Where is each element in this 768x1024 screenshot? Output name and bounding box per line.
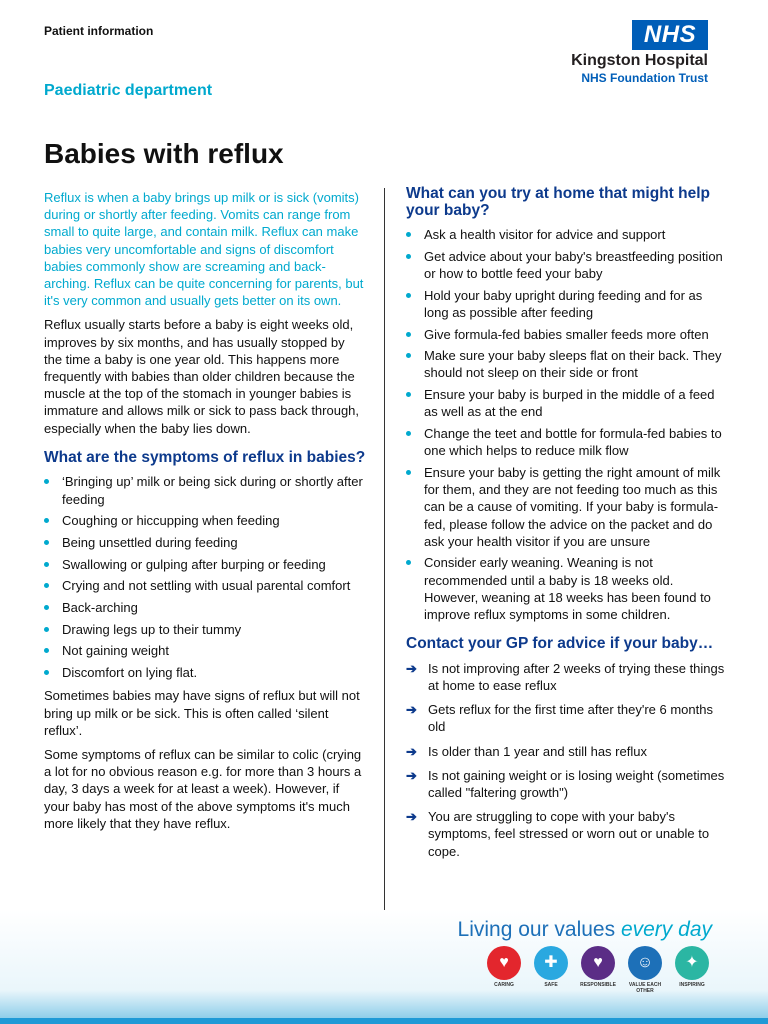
list-item-text: Is older than 1 year and still has reflux — [428, 743, 647, 759]
list-item-text: Change the teet and bottle for formula-fed babies to one which helps to reduce milk flow — [424, 426, 722, 459]
list-item — [406, 743, 730, 760]
list-item-text: Hold your baby upright during feeding and for as long as possible after feeding — [424, 287, 703, 320]
list-item-text: Drawing legs up to their tummy — [62, 621, 242, 637]
list-item — [44, 473, 366, 507]
nhs-logo — [518, 20, 708, 86]
bullet-icon — [406, 431, 411, 436]
list-item-text: Is not improving after 2 weeks of trying these things at home to ease reflux — [428, 660, 725, 693]
values-title-emphasis: every day — [620, 918, 712, 941]
bullet-icon — [44, 562, 49, 567]
list-item-text: ‘Bringing up’ milk or being sick during or shortly after feeding — [62, 474, 363, 507]
list-item — [406, 808, 730, 860]
arrow-right-icon: ➔ — [406, 767, 417, 783]
arrow-right-icon: ➔ — [406, 660, 417, 676]
value-each-other-icon: ☺ VALUE EACH OTHER — [628, 946, 662, 980]
left-column — [44, 189, 366, 839]
list-item — [44, 577, 366, 594]
bullet-icon — [406, 560, 411, 565]
list-item — [406, 287, 730, 321]
list-item — [406, 425, 730, 459]
list-item — [44, 642, 366, 659]
bullet-icon — [44, 540, 49, 545]
list-item-text: Ensure your baby is getting the right amount of milk for them, and they are not feeding too much as this can be a cause of vomiting. If your baby is formula-fed, please follow the advice on the packet and do ask your health visitor if you are unsure — [424, 464, 721, 549]
list-item-text: Consider early weaning. Weaning is not recommended until a baby is 18 weeks old. However, weaning at 18 weeks has been found to improve reflux symptoms in some children. — [424, 555, 711, 623]
list-item — [406, 347, 730, 381]
bullet-icon — [406, 353, 411, 358]
home-remedies-heading: What can you try at home that might help your baby? — [406, 185, 710, 219]
patient-information-label: Patient information — [44, 24, 154, 38]
org-name: Kingston Hospital — [571, 52, 708, 69]
list-item — [44, 534, 366, 551]
list-item — [406, 767, 730, 801]
right-column — [406, 186, 730, 867]
bullet-icon — [406, 232, 411, 237]
list-item-text: Ask a health visitor for advice and support — [424, 227, 666, 242]
list-item — [406, 464, 730, 550]
contact-gp-heading: Contact your GP for advice if your baby… — [406, 635, 714, 653]
symptoms-heading: What are the symptoms of reflux in babies? — [44, 448, 366, 466]
home-remedies-list — [406, 226, 730, 623]
inspiring-icon: ✦ INSPIRING — [675, 946, 709, 980]
list-item — [406, 386, 730, 420]
footer-line — [0, 1018, 768, 1024]
value-label: RESPONSIBLE — [580, 982, 616, 988]
list-item-text: Ensure your baby is burped in the middle of a feed as well as at the end — [424, 387, 715, 420]
value-label: VALUE EACH OTHER — [628, 982, 662, 994]
list-item-text: You are struggling to cope with your baby's symptoms, feel stressed or worn out or unable to cope. — [428, 809, 710, 859]
arrow-right-icon: ➔ — [406, 702, 417, 718]
list-item-text: Make sure your baby sleeps flat on their back. They should not sleep on their side or front — [424, 348, 722, 381]
safe-icon: ✚ SAFE — [534, 946, 568, 980]
list-item — [406, 660, 730, 694]
list-item — [44, 621, 366, 638]
list-item — [44, 664, 366, 681]
list-item-text: Gets reflux for the first time after they're 6 months old — [428, 702, 713, 735]
list-item — [406, 226, 730, 243]
values-title-main: Living our values — [457, 918, 621, 941]
list-item-text: Crying and not settling with usual parental comfort — [62, 578, 351, 594]
bullet-icon — [406, 470, 411, 475]
list-item-text: Swallowing or gulping after burping or feeding — [62, 556, 326, 572]
list-item — [44, 599, 366, 616]
page-title: Babies with reflux — [44, 138, 284, 169]
contact-gp-list — [406, 660, 730, 860]
list-item-text: Being unsettled during feeding — [62, 534, 238, 550]
body-paragraph: Reflux usually starts before a baby is eight weeks old, improves by six months, and has usually stopped by the time a baby is one year old. This happens more frequently with babies than older children because the muscle at the top of the stomach in younger babies is immature and allows milk or sick to pass back through, especially when the baby lies down. — [44, 317, 360, 436]
values-title — [458, 918, 712, 942]
bullet-icon — [44, 648, 49, 653]
nhs-lozenge: NHS — [632, 20, 708, 50]
bullet-icon — [44, 518, 49, 523]
bullet-icon — [44, 605, 49, 610]
bullet-icon — [44, 479, 49, 484]
intro-paragraph: Reflux is when a baby brings up milk or is sick (vomits) during or shortly after feeding. Vomits can range from small to quite large, and contain milk. Reflux can make babies very uncomfortable and signs of discomfort babies commonly show are screaming and back-arching. Reflux can be quite concerning for parents, but it's very common and usually gets better on its own. — [44, 190, 364, 309]
value-label: SAFE — [544, 982, 558, 988]
values-icons — [487, 946, 717, 994]
arrow-right-icon: ➔ — [406, 743, 417, 759]
arrow-right-icon: ➔ — [406, 809, 417, 825]
responsible-icon: ♥ RESPONSIBLE — [581, 946, 615, 980]
list-item — [406, 554, 730, 623]
symptoms-list — [44, 473, 366, 681]
list-item — [406, 248, 730, 282]
list-item — [406, 701, 730, 735]
colic-paragraph: Some symptoms of reflux can be similar to colic (crying a lot for no obvious reason e.g. for more than 3 hours a day, 3 days a week for at least a week). However, if your baby has most of the above symptoms it's much more likely that they have reflux. — [44, 746, 362, 831]
value-label: INSPIRING — [679, 982, 705, 988]
list-item-text: Not gaining weight — [62, 643, 169, 659]
list-item-text: Back-arching — [62, 600, 138, 616]
list-item — [406, 326, 730, 343]
bullet-icon — [406, 392, 411, 397]
list-item-text: Discomfort on lying flat. — [62, 665, 198, 681]
bullet-icon — [44, 627, 49, 632]
bullet-icon — [44, 583, 49, 588]
list-item — [44, 556, 366, 573]
list-item-text: Is not gaining weight or is losing weight (sometimes called "faltering growth") — [428, 767, 725, 800]
silent-reflux-paragraph: Sometimes babies may have signs of reflux but will not bring up milk or be sick. This is often called ‘silent reflux’. — [44, 688, 360, 738]
list-item-text: Give formula-fed babies smaller feeds more often — [424, 326, 709, 342]
department-name: Paediatric department — [44, 82, 213, 99]
value-label: CARING — [494, 982, 514, 988]
bullet-icon — [406, 254, 411, 259]
bullet-icon — [44, 670, 49, 675]
org-trust: NHS Foundation Trust — [581, 71, 708, 85]
caring-icon: ♥ CARING — [487, 946, 521, 980]
list-item — [44, 512, 366, 529]
bullet-icon — [406, 293, 411, 298]
column-divider — [384, 188, 385, 918]
list-item-text: Get advice about your baby's breastfeeding position or how to bottle feed your baby — [424, 248, 723, 281]
list-item-text: Coughing or hiccupping when feeding — [62, 513, 280, 529]
bullet-icon — [406, 332, 411, 337]
